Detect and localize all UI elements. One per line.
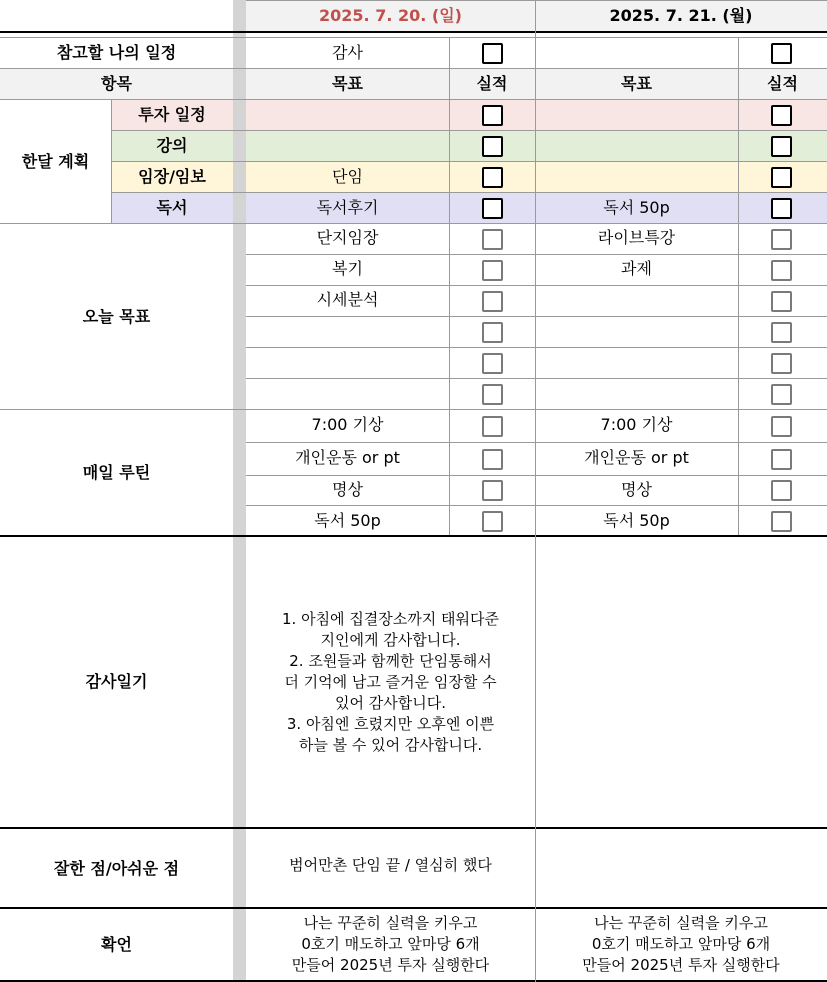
today-checkbox-day1[interactable] — [482, 260, 503, 281]
monthly-invest-checkbox-day2[interactable] — [771, 105, 792, 126]
routine-item-day1: 7:00 기상 — [311, 414, 384, 434]
routine-item-day2: 명상 — [621, 479, 652, 499]
date-day2: 2025. 7. 21. (월) — [609, 6, 753, 25]
monthly-lecture-checkbox-day2[interactable] — [771, 136, 792, 157]
routine-checkbox-day1[interactable] — [482, 449, 503, 470]
today-checkbox-day2[interactable] — [771, 353, 792, 374]
monthly-section-label: 한달 계획 — [21, 151, 90, 171]
today-checkbox-day1[interactable] — [482, 353, 503, 374]
routine-section-label: 매일 루틴 — [82, 462, 151, 482]
routine-checkbox-day1[interactable] — [482, 480, 503, 501]
monthly-item-reading-day2: 독서 50p — [603, 198, 670, 217]
monthly-lecture-checkbox-day1[interactable] — [482, 136, 503, 157]
monthly-item-visit-label: 임장/임보 — [138, 167, 206, 186]
result-header-day2: 실적 — [767, 74, 798, 93]
today-goal-day2 — [535, 347, 738, 375]
monthly-item-visit-day1: 단임 — [332, 167, 363, 186]
routine-item-day2: 개인운동 or pt — [584, 447, 689, 467]
today-goal-day1 — [246, 347, 449, 375]
column-separator — [233, 0, 246, 982]
today-goal-day1 — [246, 378, 449, 406]
result-header-day1: 실적 — [476, 74, 508, 93]
today-checkbox-day2[interactable] — [771, 260, 792, 281]
monthly-visit-checkbox-day2[interactable] — [771, 167, 792, 188]
monthly-reading-checkbox-day2[interactable] — [771, 198, 792, 219]
today-goal-day2 — [535, 285, 738, 313]
today-goal-day1: 시세분석 — [316, 289, 379, 309]
affirm-line: 나는 꾸준히 실력을 키우고 — [303, 914, 478, 932]
goal-header-day2: 목표 — [621, 74, 652, 93]
today-goal-day1: 단지임장 — [316, 227, 379, 247]
today-checkbox-day1[interactable] — [482, 322, 503, 343]
affirm-line: 만들어 2025년 투자 실행한다 — [291, 956, 490, 974]
item-label: 항목 — [101, 74, 132, 93]
today-checkbox-day2[interactable] — [771, 384, 792, 405]
gratitude-line: 3. 아침엔 흐렸지만 오후엔 이쁜 — [286, 714, 495, 733]
reference-checkbox-day1[interactable] — [482, 43, 503, 64]
affirm-line: 0호기 매도하고 앞마당 6개 — [301, 935, 480, 953]
today-checkbox-day1[interactable] — [482, 384, 503, 405]
reference-label: 참고할 나의 일정 — [56, 43, 177, 62]
grid-line — [738, 37, 739, 535]
routine-item-day2: 7:00 기상 — [600, 414, 673, 434]
today-goal-day2: 라이브특강 — [597, 227, 676, 247]
gratitude-line: 하늘 볼 수 있어 감사합니다. — [298, 735, 483, 754]
affirm-section-label: 확언 — [101, 935, 132, 954]
gratitude-line: 지인에게 감사합니다. — [320, 630, 461, 649]
monthly-item-lecture-day1 — [246, 130, 449, 161]
reference-day1: 감사 — [332, 43, 363, 62]
affirm-line: 0호기 매도하고 앞마당 6개 — [591, 935, 771, 953]
monthly-item-reading-label: 독서 — [156, 198, 188, 217]
grid-line — [449, 37, 450, 535]
today-checkbox-day2[interactable] — [771, 229, 792, 250]
routine-checkbox-day2[interactable] — [771, 480, 792, 501]
routine-item-day1: 개인운동 or pt — [295, 447, 400, 467]
monthly-item-lecture-day2 — [535, 130, 738, 161]
review-text-day2 — [535, 829, 827, 901]
routine-checkbox-day2[interactable] — [771, 449, 792, 470]
routine-checkbox-day2[interactable] — [771, 511, 792, 532]
affirm-text-day1 — [246, 909, 535, 980]
routine-item-day1: 명상 — [332, 479, 363, 499]
affirm-text-day2 — [535, 909, 827, 980]
date-day1: 2025. 7. 20. (일) — [319, 6, 462, 25]
gratitude-section-label: 감사일기 — [85, 671, 148, 691]
today-checkbox-day2[interactable] — [771, 322, 792, 343]
gratitude-line: 2. 조원들과 함께한 단임통해서 — [289, 651, 492, 670]
today-goal-day1: 복기 — [332, 258, 363, 278]
gratitude-line: 1. 아침에 집결장소까지 태워다준 — [282, 609, 499, 628]
monthly-item-reading-day1: 독서후기 — [316, 198, 379, 217]
routine-item-day1: 독서 50p — [314, 510, 381, 530]
monthly-item-lecture-label: 강의 — [156, 136, 188, 155]
monthly-item-invest-day1 — [246, 99, 449, 130]
monthly-item-invest-label: 투자 일정 — [138, 105, 206, 124]
gratitude-text-day1 — [246, 537, 535, 827]
grid-line — [0, 31, 827, 33]
today-section-label: 오늘 목표 — [82, 306, 151, 326]
today-checkbox-day1[interactable] — [482, 291, 503, 312]
routine-checkbox-day1[interactable] — [482, 511, 503, 532]
today-goal-day1 — [246, 316, 449, 344]
gratitude-line: 있어 감사합니다. — [335, 693, 446, 712]
goal-header-day1: 목표 — [332, 74, 363, 93]
monthly-item-invest-day2 — [535, 99, 738, 130]
affirm-line: 만들어 2025년 투자 실행한다 — [582, 956, 780, 974]
today-goal-day2 — [535, 378, 738, 406]
monthly-invest-checkbox-day1[interactable] — [482, 105, 503, 126]
monthly-item-visit-day2 — [535, 161, 738, 192]
routine-checkbox-day2[interactable] — [771, 416, 792, 437]
today-goal-day2: 과제 — [621, 258, 652, 278]
monthly-visit-checkbox-day1[interactable] — [482, 167, 503, 188]
monthly-reading-checkbox-day1[interactable] — [482, 198, 503, 219]
gratitude-line: 더 기억에 남고 즐거운 임장할 수 — [284, 672, 497, 691]
review-text-day1: 범어만촌 단임 끝 / 열심히 했다 — [289, 855, 492, 874]
gratitude-text-day2 — [535, 537, 827, 827]
today-checkbox-day1[interactable] — [482, 229, 503, 250]
reference-checkbox-day2[interactable] — [771, 43, 792, 64]
review-section-label: 잘한 점/아쉬운 점 — [53, 858, 180, 878]
affirm-line: 나는 꾸준히 실력을 키우고 — [594, 914, 768, 932]
routine-checkbox-day1[interactable] — [482, 416, 503, 437]
today-goal-day2 — [535, 316, 738, 344]
routine-item-day2: 독서 50p — [603, 510, 670, 530]
today-checkbox-day2[interactable] — [771, 291, 792, 312]
